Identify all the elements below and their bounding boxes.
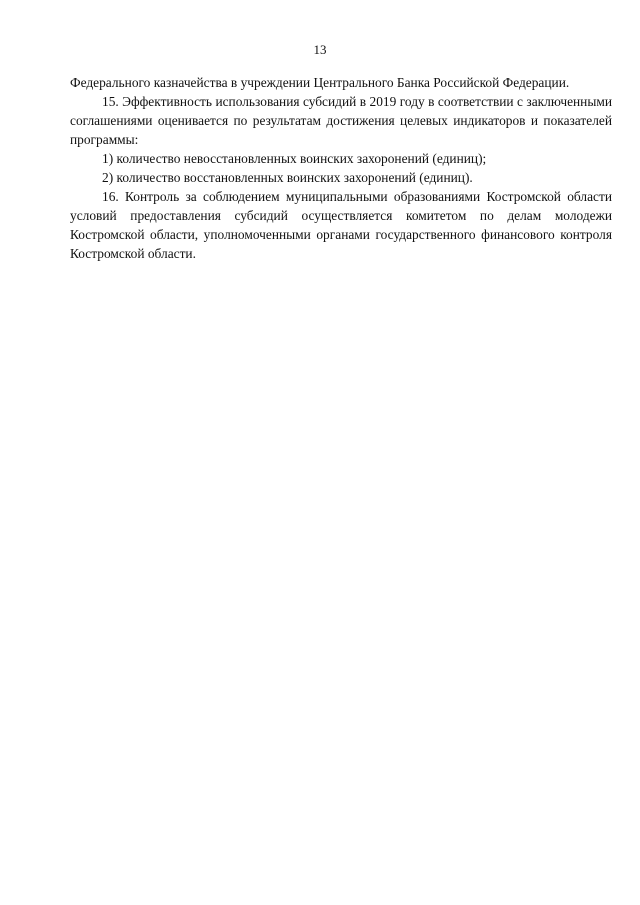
document-body	[70, 73, 612, 263]
paragraph-continuation: Федерального казначейства в учреждении Центрального Банка Российской Федерации.	[70, 75, 570, 90]
page-number: 13	[313, 42, 327, 57]
paragraph-15: 15. Эффективность использования субсидий в 2019 году в соответствии с заключенными соглашениями оценивается по результатам достижения целевых индикаторов и показателей программы:	[70, 94, 612, 147]
list-item-2: 2) количество восстановленных воинских захоронений (единиц).	[102, 170, 473, 185]
paragraph-16: 16. Контроль за соблюдением муниципальными образованиями Костромской области условий предоставления субсидий осуществляется комитетом по делам молодежи Костромской области, уполномоченными органами государственного финансового контроля Костромской области.	[70, 189, 612, 261]
list-item-1: 1) количество невосстановленных воинских захоронений (единиц);	[102, 151, 487, 166]
